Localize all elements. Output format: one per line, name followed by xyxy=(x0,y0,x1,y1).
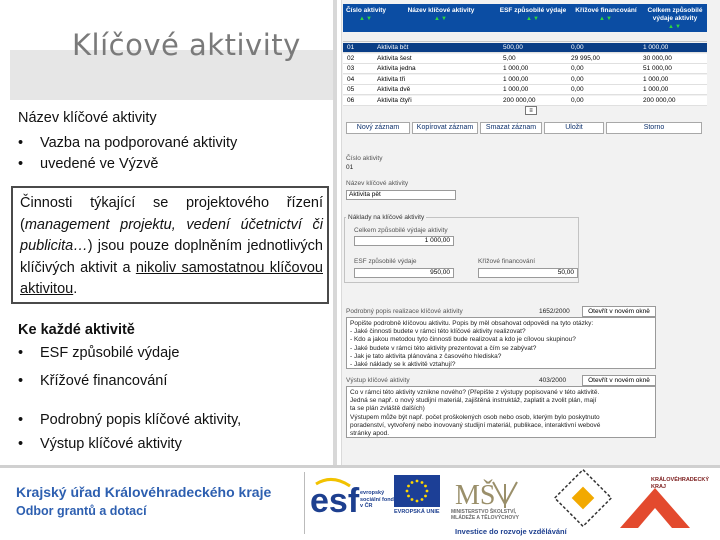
celkem-input[interactable]: 1 000,00 xyxy=(354,236,454,246)
investment-slogan: Investice do rozvoje vzdělávání xyxy=(455,527,567,536)
table-row[interactable] xyxy=(343,85,707,95)
new-record-button[interactable]: Nový záznam xyxy=(346,122,410,134)
region-caption: KRÁLOVÉHRADECKÝ KRAJ xyxy=(651,477,710,490)
table-cell: 1 000,00 xyxy=(643,75,669,83)
table-row[interactable] xyxy=(343,43,707,53)
col-header-krizove[interactable]: Křížové financování ▲▼ xyxy=(571,4,641,32)
field-label-vystup: Výstup klíčové aktivity xyxy=(346,377,410,384)
textarea-line: stránky apod. xyxy=(350,430,390,438)
cancel-button[interactable]: Storno xyxy=(606,122,702,134)
field-label-nazev: Název klíčové aktivity xyxy=(346,180,409,187)
field-label-esf: ESF způsobilé výdaje xyxy=(354,258,417,265)
field-label-krizove: Křížové financování xyxy=(478,258,536,265)
esf-logo-icon xyxy=(310,478,360,520)
textarea-line: - Kdo a jakou metodou tyto činnosti bude realizovat a kdo je cílovou skupinou? xyxy=(350,336,576,344)
textarea-line: ta se plán zvláště dalších) xyxy=(350,405,425,413)
save-button[interactable]: Uložit xyxy=(544,122,604,134)
note-box xyxy=(11,186,329,304)
note-text-part: Činnosti týkající se projektového řízení ( xyxy=(20,195,323,233)
col-header-cislo[interactable]: Číslo aktivity ▲▼ xyxy=(345,7,387,22)
sort-arrows-icon[interactable]: ▲▼ xyxy=(526,16,540,22)
table-cell: 1 000,00 xyxy=(503,86,529,93)
table-cell: 200 000,00 xyxy=(643,96,676,104)
heading-nazev: Název klíčové aktivity xyxy=(18,110,157,126)
table-cell: 0,00 xyxy=(571,86,584,93)
textarea-line: Výstupem může být např. počet proškolených osob nebo osob, kterým bylo poskytnuto xyxy=(350,413,600,421)
sort-arrows-icon[interactable]: ▲▼ xyxy=(599,16,613,22)
panel-divider xyxy=(333,0,337,465)
delete-record-button[interactable]: Smazat záznam xyxy=(480,122,542,134)
sort-arrows-icon[interactable]: ▲▼ xyxy=(434,16,448,22)
bullet-item-continuation: • uvedené ve Výzvě xyxy=(18,154,237,175)
sort-arrows-icon[interactable]: ▲▼ xyxy=(359,16,373,22)
bullet-list-2 xyxy=(18,343,179,392)
open-new-window-button[interactable]: Otevřít v novém okně xyxy=(582,306,656,317)
svg-text:MŠ: MŠ xyxy=(455,480,496,511)
region-logo-icon xyxy=(555,470,611,528)
field-label-popis: Podrobný popis realizace klíčové aktivity xyxy=(346,308,463,315)
table-cell: 04 xyxy=(347,75,355,83)
svg-text:esf: esf xyxy=(310,482,360,520)
vystup-char-counter: 403/2000 xyxy=(539,377,567,384)
note-text-underline: nikoliv samostatnou klíčovou aktivitou xyxy=(20,259,323,297)
field-value-cislo: 01 xyxy=(346,164,354,171)
org-department: Odbor grantů a dotací xyxy=(16,504,147,518)
note-text-part: ) jsou pouze doplněním jednotlivých klíčivých aktivit a xyxy=(20,238,323,276)
col-header-celkem[interactable]: Celkem způsobilé výdaje aktivity ▲▼ xyxy=(643,4,707,32)
bullet-item: • Podrobný popis klíčové aktivity, xyxy=(18,410,241,431)
vystup-textarea[interactable] xyxy=(346,386,656,438)
table-cell: 0,00 xyxy=(571,44,584,51)
sort-arrows-icon[interactable]: ▲▼ xyxy=(668,24,682,30)
copy-record-button[interactable]: Kopírovat záznam xyxy=(412,122,478,134)
table-cell: 0,00 xyxy=(571,75,584,83)
textarea-line: poradenství, vytvořený nebo inovovaný studijní materiál, publikace, interaktivní webové xyxy=(350,421,601,429)
textarea-line: Co v rámci této aktivity vznikne nového? (Přepište z výstupy popisované v této aktivitě. xyxy=(350,389,600,396)
heading-ke-kazde: Ke každé aktivitě xyxy=(18,322,135,338)
table-cell: 500,00 xyxy=(503,44,523,51)
costs-fieldset-title: Náklady na klíčové aktivity xyxy=(348,214,425,221)
note-text xyxy=(20,193,323,301)
nazev-input[interactable]: Aktivita pět xyxy=(346,190,456,200)
bullet-item: • ESF způsobilé výdaje xyxy=(18,343,179,364)
textarea-line: Popište podrobně klíčovou aktivitu. Popis by měl obsahovat odpovědi na tyto otázky: xyxy=(350,320,594,327)
krizove-input[interactable]: 50,00 xyxy=(478,268,578,278)
popis-textarea[interactable] xyxy=(346,317,656,369)
bullet-list-3 xyxy=(18,410,241,455)
table-cell: 51 000,00 xyxy=(643,65,672,72)
table-cell: Aktivita tři xyxy=(377,75,406,83)
table-cell: 0,00 xyxy=(571,96,584,104)
table-cell: 1 000,00 xyxy=(643,86,669,93)
table-cell: 1 000,00 xyxy=(503,75,529,83)
table-cell: 0,00 xyxy=(571,65,584,72)
table-cell: 06 xyxy=(347,96,355,104)
note-text-end: . xyxy=(73,281,78,297)
textarea-line: - Jak je tato aktivita plánována z časového hlediska? xyxy=(350,352,502,360)
toolbar xyxy=(346,122,702,134)
open-new-window-button[interactable]: Otevřít v novém okně xyxy=(582,375,656,386)
footer-separator xyxy=(304,472,305,534)
table-cell: 01 xyxy=(347,44,355,51)
table-cell: Aktivita jedna xyxy=(377,65,416,72)
popis-char-counter: 1652/2000 xyxy=(539,308,570,315)
textarea-line: Jedná se např. o nový studijní materiál, zajištěná instruktáž, zaplatit a zvolit plán, mají xyxy=(350,397,597,405)
textarea-line: - Jaké budete v rámci této aktivity prezentovat a čím se zabývat? xyxy=(350,344,537,352)
region-emblem-icon xyxy=(620,488,690,528)
esf-caption: evropský sociální fond v ČR xyxy=(360,490,394,509)
bullet-item: • Vazba na podporované aktivity xyxy=(18,133,237,154)
org-name: Krajský úřad Královéhradeckého kraje xyxy=(16,484,272,500)
slide-title: Klíčové aktivity xyxy=(72,28,301,62)
table-cell: 02 xyxy=(347,54,355,62)
textarea-line: - Jaké činnosti budete v rámci této klíčové aktivity realizovat? xyxy=(350,328,526,336)
table-cell: 200 000,00 xyxy=(503,96,536,104)
bullet-item: • Výstup klíčové aktivity xyxy=(18,434,241,455)
table-cell: 1 000,00 xyxy=(503,65,529,72)
msmt-caption: MINISTERSTVO ŠKOLSTVÍ, MLÁDEŽE A TĚLOVÝCHOVY xyxy=(451,509,519,521)
footer-divider xyxy=(0,465,720,468)
table-cell: Aktivita šest xyxy=(377,54,412,62)
scroll-icon[interactable]: ≡ xyxy=(525,106,537,115)
table-cell: Aktivita bčt xyxy=(377,44,409,51)
table-cell: Aktivita dvě xyxy=(377,86,411,93)
field-label-cislo: Číslo aktivity xyxy=(346,155,383,162)
table-row[interactable] xyxy=(343,75,707,85)
table-cell: 29 995,00 xyxy=(571,54,600,62)
esf-input[interactable]: 950,00 xyxy=(354,268,454,278)
note-text-italic: management projektu, vedení účetnictví či publicita… xyxy=(20,216,323,254)
table-row[interactable] xyxy=(343,54,707,64)
col-header-esf[interactable]: ESF způsobilé výdaje ▲▼ xyxy=(499,7,567,22)
bullet-item: • Křížové financování xyxy=(18,371,179,392)
table-cell: 03 xyxy=(347,65,355,72)
table-cell: Aktivita čtyři xyxy=(377,96,412,104)
table-header xyxy=(343,4,707,32)
table-row[interactable] xyxy=(343,96,707,106)
filter-row[interactable] xyxy=(343,34,707,42)
eu-caption: EVROPSKÁ UNIE xyxy=(394,509,440,515)
table-cell: 05 xyxy=(347,86,355,93)
table-cell: 30 000,00 xyxy=(643,54,672,62)
table-cell: 1 000,00 xyxy=(643,44,669,51)
eu-flag-icon xyxy=(394,475,440,507)
col-header-nazev[interactable]: Název klíčové aktivity ▲▼ xyxy=(393,4,489,32)
field-label-celkem: Celkem způsobilé výdaje aktivity xyxy=(354,227,448,234)
bullet-list-1 xyxy=(18,133,237,175)
table-row[interactable] xyxy=(343,64,707,74)
table-cell: 5,00 xyxy=(503,54,516,62)
textarea-line: - Jaké náklady se k aktivitě vztahují? xyxy=(350,361,456,369)
